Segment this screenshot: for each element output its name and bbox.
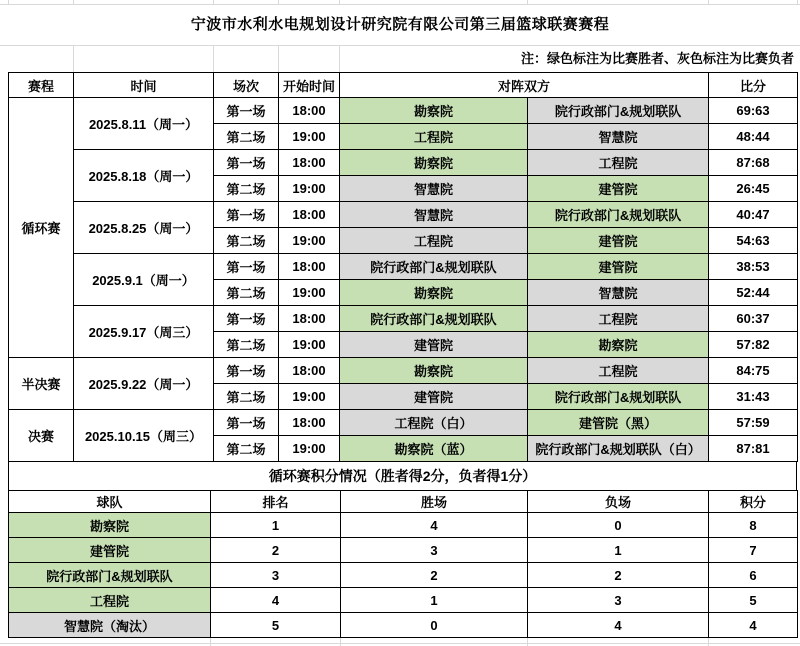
col-header-date: 时间: [74, 73, 214, 98]
home-team-cell: 勘察院（蓝）: [340, 436, 528, 462]
away-team-cell: 建管院: [528, 254, 709, 280]
standings-row: [9, 613, 798, 638]
losses-cell: 1: [528, 538, 709, 563]
score-cell: 38:53: [709, 254, 798, 280]
away-team-cell: 院行政部门&规划联队: [528, 98, 709, 124]
col-header-points: 积分: [709, 491, 798, 513]
away-team-cell: 院行政部门&规划联队: [528, 384, 709, 410]
away-team-cell: 智慧院: [528, 280, 709, 306]
wins-cell: 1: [341, 588, 528, 613]
gridline: [708, 638, 709, 646]
col-header-rank: 排名: [211, 491, 341, 513]
date-cell: 2025.10.15（周三）: [74, 410, 214, 462]
start-time-cell: 19:00: [279, 280, 340, 306]
home-team-cell: 工程院: [340, 228, 528, 254]
team-name-cell: 院行政部门&规划联队: [9, 563, 211, 588]
home-team-cell: 勘察院: [340, 358, 528, 384]
date-cell: 2025.9.1（周一）: [74, 254, 214, 306]
home-team-cell: 勘察院: [340, 280, 528, 306]
home-team-cell: 工程院: [340, 124, 528, 150]
start-time-cell: 18:00: [279, 202, 340, 228]
match-row: [9, 98, 798, 124]
score-cell: 84:75: [709, 358, 798, 384]
away-team-cell: 建管院（黑）: [528, 410, 709, 436]
match-number-cell: 第二场: [214, 332, 279, 358]
home-team-cell: 院行政部门&规划联队: [340, 306, 528, 332]
score-cell: 57:82: [709, 332, 798, 358]
match-row: [9, 202, 798, 228]
date-cell: 2025.9.22（周一）: [74, 358, 214, 410]
start-time-cell: 19:00: [279, 332, 340, 358]
team-name-cell: 建管院: [9, 538, 211, 563]
away-team-cell: 院行政部门&规划联队: [528, 202, 709, 228]
match-number-cell: 第二场: [214, 436, 279, 462]
start-time-cell: 19:00: [279, 228, 340, 254]
schedule-header-row: [9, 73, 798, 98]
away-team-cell: 建管院: [528, 228, 709, 254]
score-cell: 57:59: [709, 410, 798, 436]
col-header-team: 球队: [9, 491, 211, 513]
rank-cell: 2: [211, 538, 341, 563]
standings-row: [9, 563, 798, 588]
standings-body: [9, 513, 798, 638]
home-team-cell: 工程院（白）: [340, 410, 528, 436]
away-team-cell: 建管院: [528, 176, 709, 202]
team-name-cell: 勘察院: [9, 513, 211, 538]
away-team-cell: 工程院: [528, 306, 709, 332]
match-number-cell: 第二场: [214, 228, 279, 254]
match-number-cell: 第一场: [214, 98, 279, 124]
score-cell: 54:63: [709, 228, 798, 254]
gridline: [210, 638, 211, 646]
team-name-cell: 智慧院（淘汰）: [9, 613, 211, 638]
standings-header-row: [9, 491, 798, 513]
rank-cell: 5: [211, 613, 341, 638]
standings-row: [9, 588, 798, 613]
legend-note: 注：绿色标注为比赛胜者、灰色标注为比赛负者: [520, 51, 794, 66]
rank-cell: 3: [211, 563, 341, 588]
start-time-cell: 18:00: [279, 254, 340, 280]
standings-row: [9, 513, 798, 538]
rank-cell: 1: [211, 513, 341, 538]
score-cell: 69:63: [709, 98, 798, 124]
match-number-cell: 第一场: [214, 358, 279, 384]
home-team-cell: 院行政部门&规划联队: [340, 254, 528, 280]
wins-cell: 0: [341, 613, 528, 638]
losses-cell: 2: [528, 563, 709, 588]
schedule-body: [9, 98, 798, 462]
losses-cell: 0: [528, 513, 709, 538]
match-number-cell: 第一场: [214, 202, 279, 228]
team-name-cell: 工程院: [9, 588, 211, 613]
page-title: 宁波市水利水电规划设计研究院有限公司第三届篮球联赛赛程: [190, 16, 610, 33]
points-cell: 6: [709, 563, 798, 588]
standings-section-title: 循环赛积分情况（胜者得2分，负者得1分）: [8, 461, 797, 491]
match-row: [9, 358, 798, 384]
date-cell: 2025.8.25（周一）: [74, 202, 214, 254]
match-number-cell: 第二场: [214, 384, 279, 410]
home-team-cell: 勘察院: [340, 150, 528, 176]
match-row: [9, 254, 798, 280]
standings-row: [9, 538, 798, 563]
away-team-cell: 院行政部门&规划联队（白）: [528, 436, 709, 462]
score-cell: 40:47: [709, 202, 798, 228]
score-cell: 26:45: [709, 176, 798, 202]
match-number-cell: 第一场: [214, 410, 279, 436]
points-cell: 8: [709, 513, 798, 538]
match-number-cell: 第一场: [214, 150, 279, 176]
losses-cell: 3: [528, 588, 709, 613]
gridline: [0, 643, 800, 644]
points-cell: 4: [709, 613, 798, 638]
start-time-cell: 18:00: [279, 150, 340, 176]
stage-cell: 循环赛: [9, 98, 74, 358]
match-row: [9, 150, 798, 176]
col-header-match: 场次: [214, 73, 279, 98]
stage-cell: 决赛: [9, 410, 74, 462]
gridline: [340, 638, 341, 646]
start-time-cell: 18:00: [279, 358, 340, 384]
col-header-wins: 胜场: [341, 491, 528, 513]
points-cell: 5: [709, 588, 798, 613]
away-team-cell: 智慧院: [528, 124, 709, 150]
losses-cell: 4: [528, 613, 709, 638]
standings-table: [8, 490, 798, 638]
wins-cell: 4: [341, 513, 528, 538]
match-row: [9, 306, 798, 332]
start-time-cell: 18:00: [279, 306, 340, 332]
start-time-cell: 19:00: [279, 384, 340, 410]
score-cell: 31:43: [709, 384, 798, 410]
home-team-cell: 智慧院: [340, 202, 528, 228]
home-team-cell: 建管院: [340, 384, 528, 410]
wins-cell: 3: [341, 538, 528, 563]
date-cell: 2025.8.18（周一）: [74, 150, 214, 202]
score-cell: 48:44: [709, 124, 798, 150]
start-time-cell: 18:00: [279, 98, 340, 124]
col-header-stage: 赛程: [9, 73, 74, 98]
col-header-losses: 负场: [528, 491, 709, 513]
gridline: [527, 638, 528, 646]
schedule-table: [8, 72, 798, 462]
home-team-cell: 建管院: [340, 332, 528, 358]
score-cell: 60:37: [709, 306, 798, 332]
away-team-cell: 工程院: [528, 150, 709, 176]
col-header-score: 比分: [709, 73, 798, 98]
start-time-cell: 19:00: [279, 124, 340, 150]
home-team-cell: 智慧院: [340, 176, 528, 202]
match-number-cell: 第二场: [214, 124, 279, 150]
col-header-start-time: 开始时间: [279, 73, 340, 98]
score-cell: 52:44: [709, 280, 798, 306]
home-team-cell: 勘察院: [340, 98, 528, 124]
points-cell: 7: [709, 538, 798, 563]
away-team-cell: 勘察院: [528, 332, 709, 358]
match-row: [9, 410, 798, 436]
score-cell: 87:81: [709, 436, 798, 462]
stage-cell: 半决赛: [9, 358, 74, 410]
away-team-cell: 工程院: [528, 358, 709, 384]
date-cell: 2025.8.11（周一）: [74, 98, 214, 150]
wins-cell: 2: [341, 563, 528, 588]
match-number-cell: 第二场: [214, 176, 279, 202]
rank-cell: 4: [211, 588, 341, 613]
date-cell: 2025.9.17（周三）: [74, 306, 214, 358]
start-time-cell: 19:00: [279, 436, 340, 462]
start-time-cell: 19:00: [279, 176, 340, 202]
match-number-cell: 第一场: [214, 254, 279, 280]
score-cell: 87:68: [709, 150, 798, 176]
col-header-opponents: 对阵双方: [340, 73, 709, 98]
match-number-cell: 第一场: [214, 306, 279, 332]
start-time-cell: 18:00: [279, 410, 340, 436]
match-number-cell: 第二场: [214, 280, 279, 306]
